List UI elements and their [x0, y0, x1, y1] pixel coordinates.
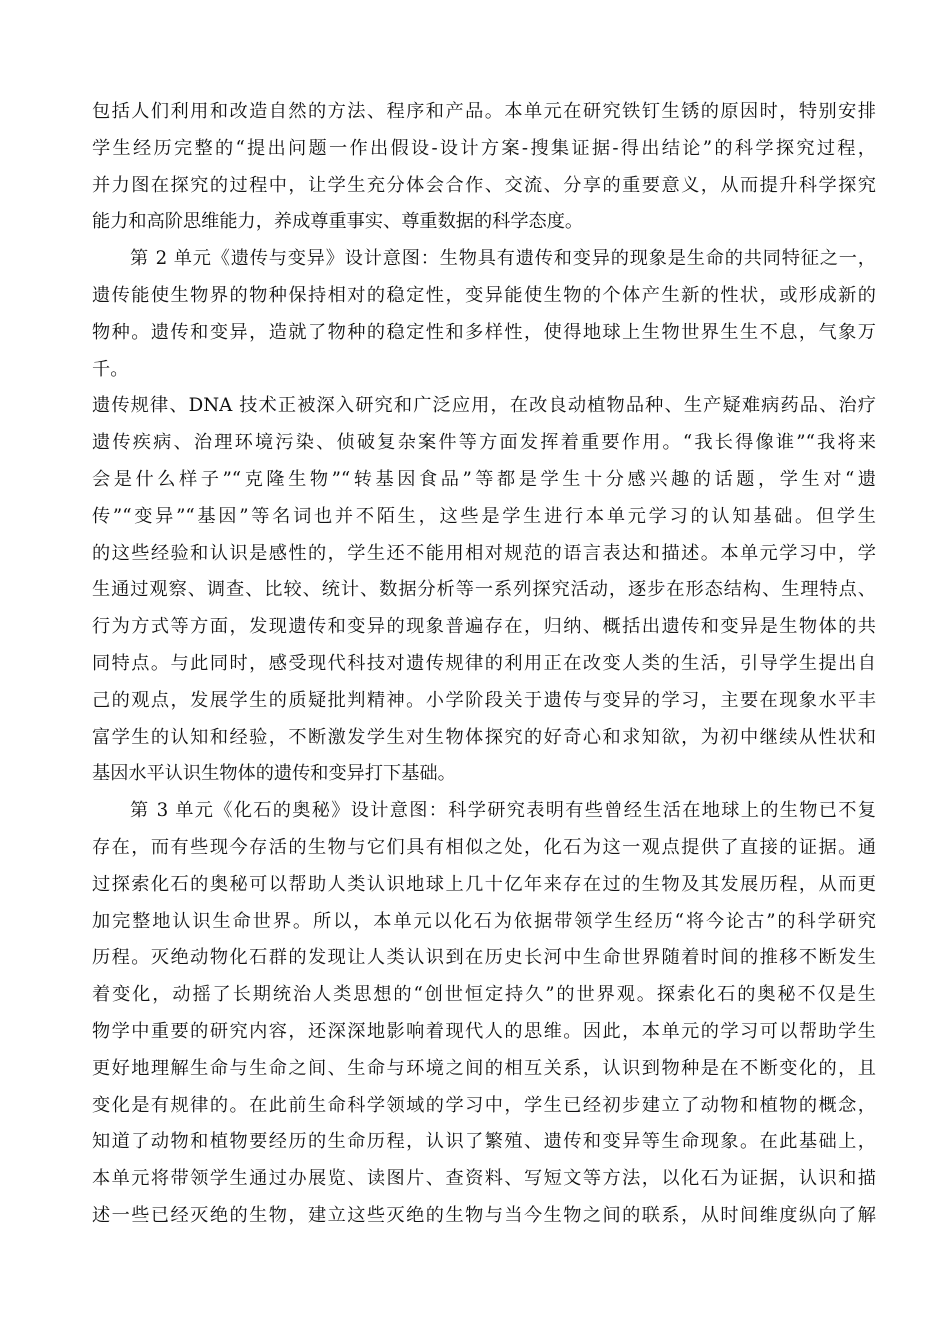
- text-line: 本单元将带领学生通过办展览、读图片、查资料、写短文等方法，以化石为证据，认识和描: [92, 1168, 876, 1190]
- text-line: 加完整地认识生命世界。所以，本单元以化石为依据带领学生经历“将今论古”的科学研究: [92, 910, 876, 932]
- text-line: 遗传规律、DNA 技术正被深入研究和广泛应用，在改良动植物品种、生产疑难病药品、治疗: [92, 395, 876, 417]
- text-line: 包括人们利用和改造自然的方法、程序和产品。本单元在研究铁钉生锈的原因时，特别安排: [92, 101, 876, 122]
- text-line: 述一些已经灭绝的生物，建立这些灭绝的生物与当今生物之间的联系，从时间维度纵向了解: [92, 1204, 876, 1226]
- text-line: 着变化，动摇了长期统治人类思想的“创世恒定持久”的世界观。探索化石的奥秘不仅是生: [92, 984, 876, 1006]
- text-line: 同特点。与此同时，感受现代科技对遗传规律的利用正在改变人类的生活，引导学生提出自: [92, 652, 876, 674]
- document-page: [92, 94, 876, 1235]
- text-line: 物学中重要的研究内容，还深深地影响着现代人的思维。因此，本单元的学习可以帮助学生: [92, 1020, 876, 1042]
- text-line: 的这些经验和认识是感性的，学生还不能用相对规范的语言表达和描述。本单元学习中，学: [92, 542, 876, 564]
- text-line: 第 3 单元《化石的奥秘》设计意图：科学研究表明有些曾经生活在地球上的生物已不复: [130, 800, 876, 822]
- text-line: 第 2 单元《遗传与变异》设计意图：生物具有遗传和变异的现象是生命的共同特征之一，: [130, 248, 876, 270]
- text-line: 学生经历完整的“提出问题一作出假设-设计方案-搜集证据-得出结论”的科学探究过程，: [92, 137, 876, 159]
- text-line: 己的观点，发展学生的质疑批判精神。小学阶段关于遗传与变异的学习，主要在现象水平丰: [92, 689, 876, 711]
- text-line: 变化是有规律的。在此前生命科学领域的学习中，学生已经初步建立了动物和植物的概念，: [92, 1094, 876, 1116]
- text-line: 过探索化石的奥秘可以帮助人类认识地球上几十亿年来存在过的生物及其发展历程，从而更: [92, 873, 876, 895]
- text-line: 历程。灭绝动物化石群的发现让人类认识到在历史长河中生命世界随着时间的推移不断发生: [92, 947, 876, 969]
- text-line: 更好地理解生命与生命之间、生命与环境之间的相互关系，认识到物种是在不断变化的，且: [92, 1057, 876, 1079]
- text-line: 知道了动物和植物要经历的生命历程，认识了繁殖、遗传和变异等生命现象。在此基础上，: [92, 1131, 876, 1153]
- paragraph-unit2-intent: [92, 241, 876, 388]
- text-line: 会是什么样子”“克隆生物”“转基因食品”等都是学生十分感兴趣的话题，学生对“遗: [92, 468, 876, 490]
- text-line: 遗传疾病、治理环境污染、侦破复杂案件等方面发挥着重要作用。“我长得像谁”“我将来: [92, 432, 876, 454]
- text-line: 能力和高阶思维能力，养成尊重事实、尊重数据的科学态度。: [92, 211, 584, 233]
- text-line: 存在，而有些现今存活的生物与它们具有相似之处，化石为这一观点提供了直接的证据。通: [92, 836, 876, 858]
- text-line: 千。: [92, 358, 129, 380]
- text-line: 遗传能使生物界的物种保持相对的稳定性，变异能使生物的个体产生新的性状，或形成新的: [92, 284, 876, 306]
- paragraph-unit2-details: [92, 388, 876, 793]
- paragraph-unit1-continued: [92, 94, 876, 241]
- text-line: 富学生的认知和经验，不断激发学生对生物体探究的好奇心和求知欲，为初中继续从性状和: [92, 726, 876, 748]
- text-line: 并力图在探究的过程中，让学生充分体会合作、交流、分享的重要意义，从而提升科学探究: [92, 174, 876, 196]
- text-line: 行为方式等方面，发现遗传和变异的现象普遍存在，归纳、概括出遗传和变异是生物体的共: [92, 616, 876, 638]
- text-line: 物种。遗传和变异，造就了物种的稳定性和多样性，使得地球上生物世界生生不息，气象万: [92, 321, 876, 343]
- text-line: 基因水平认识生物体的遗传和变异打下基础。: [92, 763, 456, 785]
- text-line: 传”“变异”“基因”等名词也并不陌生，这些是学生进行本单元学习的认知基础。但学生: [92, 505, 876, 527]
- text-line: 生通过观察、调查、比较、统计、数据分析等一系列探究活动，逐步在形态结构、生理特点、: [92, 579, 876, 601]
- paragraph-unit3-intent: [92, 793, 876, 1235]
